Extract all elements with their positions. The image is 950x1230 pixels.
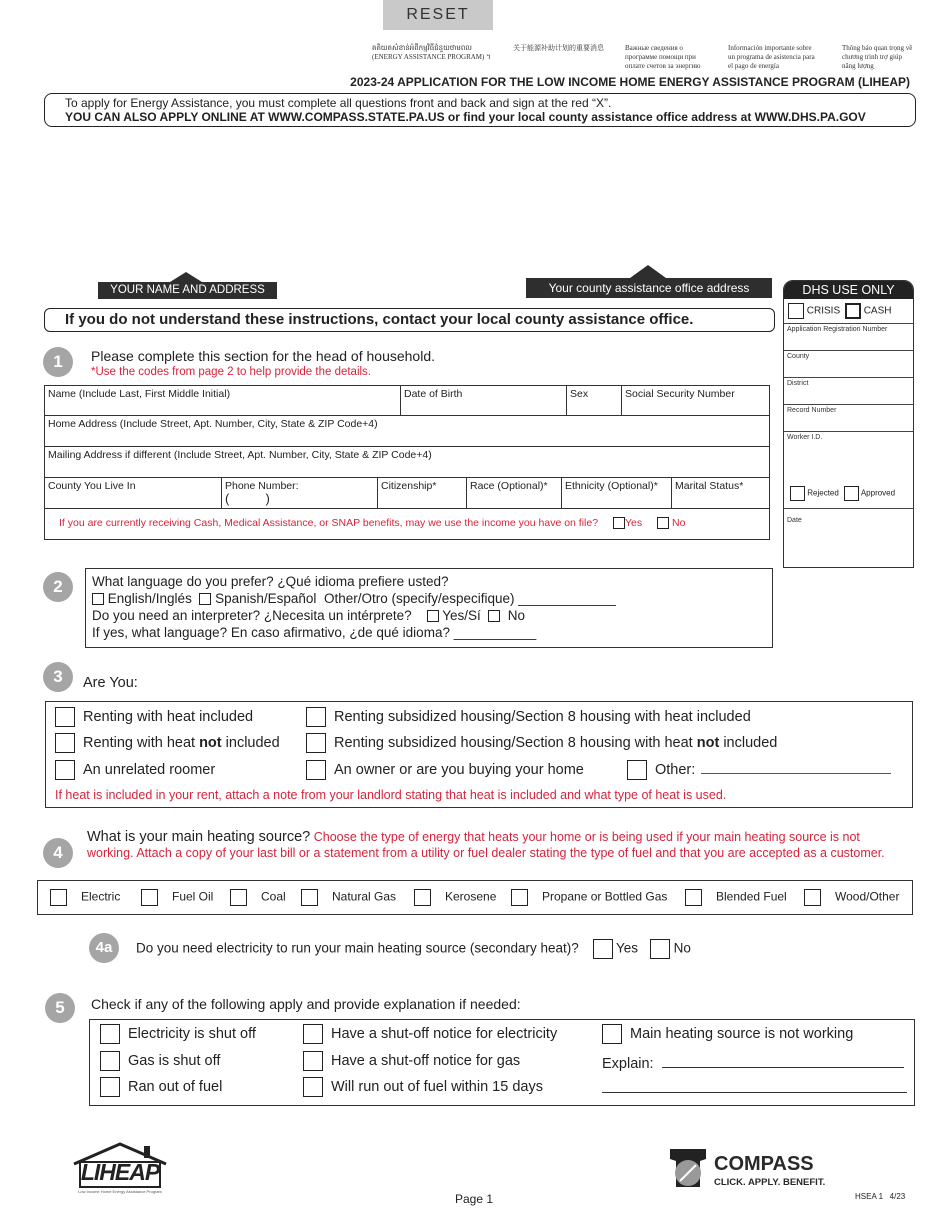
- english-checkbox[interactable]: [92, 593, 104, 605]
- county-field[interactable]: County You Live In: [45, 478, 222, 509]
- label: COMPASS: [714, 1153, 814, 1175]
- heating-source-box: [37, 880, 913, 915]
- housing-note: If heat is included in your rent, attach a note from your landlord stating that heat is included and what type of heat is used.: [55, 788, 727, 802]
- heat-natural-gas-option[interactable]: [301, 889, 396, 906]
- section-3-heading: Are You:: [83, 675, 138, 691]
- liheap-logo: [70, 1142, 170, 1196]
- label: not: [696, 734, 720, 751]
- heat-coal-option[interactable]: [230, 889, 286, 906]
- heating-not-working-option[interactable]: [602, 1024, 853, 1044]
- checkbox: [303, 1051, 323, 1071]
- housing-box: [45, 701, 913, 808]
- label: Renting with heat: [83, 734, 200, 751]
- ran-out-of-fuel-option[interactable]: [100, 1077, 222, 1097]
- label: Low Income Home Energy Assistance Program: [78, 1189, 162, 1194]
- section-5-badge: 5: [45, 993, 75, 1023]
- name-field[interactable]: Name (Include Last, First Middle Initial): [45, 386, 401, 416]
- dhs-date[interactable]: Date: [784, 508, 913, 535]
- run-out-fuel-15-days-option[interactable]: [303, 1077, 543, 1097]
- label: Propane or Bottled Gas: [542, 889, 668, 904]
- interpreter-no-checkbox[interactable]: [488, 610, 500, 622]
- interpreter-yes-label: Yes/Sí: [442, 608, 481, 623]
- race-field[interactable]: Race (Optional)*: [467, 478, 562, 509]
- label: Choose the type of energy that heats your home or is being used if your main heating source is not working. Attach a copy of your last bill or a statement from a utility or fuel dealer stating the type of fuel and that you are accepted as a customer.: [87, 830, 885, 860]
- income-yes-checkbox[interactable]: [613, 517, 625, 529]
- heat-kerosene-option[interactable]: [414, 889, 496, 906]
- label: An owner or are you buying your home: [334, 761, 584, 778]
- label: Yes: [616, 940, 639, 956]
- income-yes-label: Yes: [625, 517, 643, 529]
- dhs-record-number[interactable]: Record Number: [784, 404, 913, 431]
- label: Other:: [655, 761, 696, 778]
- electric-shutoff-notice-option[interactable]: [303, 1024, 557, 1044]
- marital-status-field[interactable]: Marital Status*: [672, 478, 770, 509]
- language-box: [85, 568, 773, 648]
- approved-label: Approved: [860, 488, 896, 498]
- checkbox: [602, 1024, 622, 1044]
- phone-field[interactable]: [222, 478, 378, 509]
- phone-area-code: ( ): [225, 491, 270, 506]
- checkbox: [100, 1051, 120, 1071]
- label: Main heating source is not working: [630, 1025, 854, 1042]
- dhs-district[interactable]: District: [784, 377, 913, 404]
- checkbox: [230, 889, 247, 906]
- reset-button[interactable]: RESET: [383, 0, 493, 30]
- checkbox: [414, 889, 431, 906]
- section-4a-badge: 4a: [89, 933, 119, 963]
- heat-blended-fuel-option[interactable]: [685, 889, 787, 906]
- label: Wood/Other: [835, 889, 900, 904]
- label: Fuel Oil: [172, 889, 214, 904]
- checkbox: [50, 889, 67, 906]
- county-office-triangle: [630, 265, 666, 278]
- checkbox: [511, 889, 528, 906]
- label: not: [199, 734, 222, 751]
- checkbox: [301, 889, 318, 906]
- heat-electric-option[interactable]: [50, 889, 120, 906]
- form-title: 2023-24 APPLICATION FOR THE LOW INCOME HOME ENERGY ASSISTANCE PROGRAM (LIHEAP): [350, 75, 910, 89]
- phone-label: Phone Number:: [225, 480, 299, 492]
- heat-fuel-oil-option[interactable]: [141, 889, 213, 906]
- checkbox: [100, 1077, 120, 1097]
- dhs-app-reg-number[interactable]: Application Registration Number: [784, 323, 913, 350]
- checkbox: [303, 1077, 323, 1097]
- label: What is your main heating source?: [87, 829, 311, 845]
- county-office-tab: Your county assistance office address: [526, 278, 772, 298]
- cash-checkbox[interactable]: [845, 303, 861, 319]
- subsidized-heat-not-included-option[interactable]: [306, 733, 777, 753]
- label: Do you need electricity to run your main heating source (secondary heat)?: [136, 940, 579, 956]
- checkbox: [306, 760, 326, 780]
- unrelated-roomer-option[interactable]: [55, 760, 215, 780]
- interpreter-question: Do you need an interpreter? ¿Necesita un intérprete?: [92, 608, 412, 623]
- income-question: If you are currently receiving Cash, Medical Assistance, or SNAP benefits, may we use the income you have on file?: [59, 517, 599, 529]
- other-housing-option[interactable]: [627, 760, 891, 780]
- head-of-household-table: [44, 385, 770, 540]
- owner-option[interactable]: [306, 760, 584, 780]
- other-language-field[interactable]: Other/Otro (specify/especifique) _____________: [323, 591, 616, 606]
- ssn-field[interactable]: Social Security Number: [622, 386, 770, 416]
- spanish-label: Spanish/Español: [215, 591, 317, 606]
- checkbox: [685, 889, 702, 906]
- label: Renting with heat included: [83, 708, 254, 725]
- checkbox: [804, 889, 821, 906]
- form-id: HSEA 1 4/23: [855, 1192, 906, 1201]
- gas-shut-off-option[interactable]: [100, 1051, 220, 1071]
- checkbox: [100, 1024, 120, 1044]
- label: Natural Gas: [332, 889, 397, 904]
- interpreter-no-label: No: [507, 608, 526, 623]
- section-4-badge: 4: [43, 838, 73, 868]
- section-5-heading: Check if any of the following apply and provide explanation if needed:: [91, 996, 521, 1012]
- ethnicity-field[interactable]: Ethnicity (Optional)*: [562, 478, 672, 509]
- label: CLICK. APPLY. BENEFIT.: [714, 1177, 826, 1188]
- checkbox: [55, 707, 75, 727]
- notice-khmer: [372, 44, 502, 62]
- approved-checkbox[interactable]: [844, 486, 859, 501]
- dhs-county[interactable]: County: [784, 350, 913, 377]
- checkbox: [306, 733, 326, 753]
- notice-chinese: 关于能源补助计划的重要消息: [513, 44, 604, 52]
- dhs-worker-id[interactable]: Worker I.D.: [784, 431, 913, 508]
- gas-shutoff-notice-option[interactable]: [303, 1051, 520, 1071]
- interpreter-language-field[interactable]: If yes, what language? En caso afirmativo, ¿de qué idioma? ___________: [92, 625, 537, 640]
- interpreter-yes-checkbox[interactable]: [427, 610, 439, 622]
- heat-propane-option[interactable]: [511, 889, 667, 906]
- label: (ENERGY ASSISTANCE PROGRAM) ។: [372, 53, 491, 61]
- rejected-checkbox[interactable]: [790, 486, 805, 501]
- secondary-heat-no-checkbox[interactable]: [650, 939, 670, 959]
- dhs-header: DHS USE ONLY: [784, 281, 913, 299]
- language-question: What language do you prefer? ¿Qué idioma prefiere usted?: [92, 574, 449, 589]
- spanish-checkbox[interactable]: [199, 593, 211, 605]
- label: included: [719, 734, 778, 751]
- checkbox: [303, 1024, 323, 1044]
- label: Have a shut-off notice for gas: [331, 1052, 521, 1069]
- explain-line-2[interactable]: [602, 1092, 907, 1093]
- english-label: English/Inglés: [107, 591, 192, 606]
- explain-field[interactable]: [602, 1056, 904, 1072]
- label: Coal: [261, 889, 286, 904]
- checkbox: [141, 889, 158, 906]
- section-1-badge: 1: [43, 347, 73, 377]
- checkbox: [55, 760, 75, 780]
- crisis-label: CRISIS: [806, 305, 841, 317]
- notice-spanish: Información importante sobre un programa de asistencia para el pago de energía: [728, 44, 815, 70]
- label: Electric: [81, 889, 121, 904]
- heat-wood-other-option[interactable]: [804, 889, 899, 906]
- renting-heat-included-option[interactable]: [55, 707, 253, 727]
- section-1-heading: Please complete this section for the head of household.: [91, 348, 435, 364]
- page-number: Page 1: [455, 1192, 494, 1206]
- label: included: [221, 734, 280, 751]
- label: Gas is shut off: [128, 1052, 221, 1069]
- home-address-field[interactable]: Home Address (Include Street, Apt. Number, City, State & ZIP Code+4): [45, 416, 770, 447]
- intro-online-text: YOU CAN ALSO APPLY ONLINE AT WWW.COMPASS.STATE.PA.US or find your local county assistance office address at WWW.DHS.PA.GOV: [65, 110, 866, 124]
- secondary-heat-yes-checkbox[interactable]: [593, 939, 613, 959]
- rejected-label: Rejected: [807, 488, 839, 498]
- notice-vietnamese: Thông báo quan trọng về chương trình trợ giúp năng lượng: [842, 44, 913, 70]
- label: គតិយតសំខាន់អំពីកម្មវិធីជំនួយថាមពល: [372, 44, 472, 52]
- label: Have a shut-off notice for electricity: [331, 1025, 558, 1042]
- intro-text: To apply for Energy Assistance, you must complete all questions front and back and sign at the red “X”.: [65, 96, 612, 110]
- checkbox: [627, 760, 647, 780]
- label: Renting subsidized housing/Section 8 housing with heat included: [334, 708, 751, 725]
- label: Renting subsidized housing/Section 8 housing with heat: [334, 734, 697, 751]
- heating-source-question: [87, 829, 907, 861]
- label: Ran out of fuel: [128, 1078, 223, 1095]
- renting-heat-not-included-option[interactable]: [55, 733, 280, 753]
- sex-field[interactable]: Sex: [567, 386, 622, 416]
- instructions-box: If you do not understand these instructions, contact your local county assistance office.: [44, 308, 775, 332]
- checkbox: [306, 707, 326, 727]
- secondary-heat-question: [136, 939, 691, 959]
- label: An unrelated roomer: [83, 761, 216, 778]
- mailing-address-field[interactable]: Mailing Address if different (Include Street, Apt. Number, City, State & ZIP Code+4): [45, 447, 770, 478]
- label: Explain:: [602, 1056, 654, 1072]
- intro-box: [44, 93, 916, 127]
- label: Electricity is shut off: [128, 1025, 256, 1042]
- income-no-label: No: [671, 517, 686, 529]
- label: Will run out of fuel within 15 days: [331, 1078, 543, 1095]
- cash-label: CASH: [863, 305, 892, 317]
- checkbox: [55, 733, 75, 753]
- shutoff-box: [89, 1019, 915, 1106]
- dob-field[interactable]: Date of Birth: [401, 386, 567, 416]
- subsidized-heat-included-option[interactable]: [306, 707, 751, 727]
- notice-russian: Важные сведения о программе помощи при оплате счетов за энергию: [625, 44, 701, 70]
- electricity-shut-off-option[interactable]: [100, 1024, 256, 1044]
- name-address-triangle: [170, 272, 202, 282]
- citizenship-field[interactable]: Citizenship*: [378, 478, 467, 509]
- name-address-tab: YOUR NAME AND ADDRESS: [98, 282, 277, 299]
- section-1-note: *Use the codes from page 2 to help provide the details.: [91, 366, 372, 378]
- section-2-badge: 2: [43, 572, 73, 602]
- label: No: [673, 940, 691, 956]
- label: Blended Fuel: [716, 889, 787, 904]
- compass-logo: [666, 1147, 846, 1191]
- dhs-use-only-panel: [783, 280, 914, 568]
- crisis-checkbox[interactable]: [788, 303, 804, 319]
- section-3-badge: 3: [43, 662, 73, 692]
- income-on-file-row: [45, 509, 770, 540]
- income-no-checkbox[interactable]: [657, 517, 669, 529]
- label: LIHEAP: [80, 1159, 160, 1185]
- label: Kerosene: [445, 889, 497, 904]
